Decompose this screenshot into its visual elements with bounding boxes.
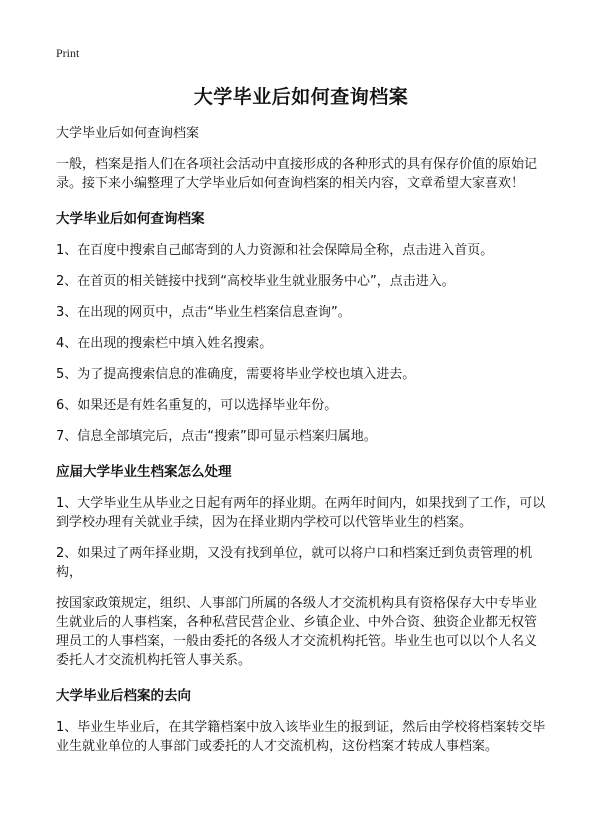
step-item: 6、如果还是有姓名重复的，可以选择毕业年份。	[56, 398, 338, 413]
section-heading-handling: 应届大学毕业生档案怎么处理	[56, 464, 232, 480]
step-item: 7、信息全部填完后，点击“搜索”即可显示档案归属地。	[56, 429, 377, 444]
step-item: 5、为了提高搜索信息的准确度，需要将毕业学校也填入进去。	[56, 367, 416, 382]
document-title: 大学毕业后如何查询档案	[193, 86, 409, 108]
intro-paragraph: 一般，档案是指人们在各项社会活动中直接形成的各种形式的具有保存价值的原始记录。接下来小编整理了大学毕业后如何查询档案的相关内容，文章希望大家喜欢！	[56, 157, 538, 191]
print-label: Print	[56, 46, 80, 60]
step-item: 4、在出现的搜索栏中填入姓名搜索。	[56, 336, 273, 351]
body-paragraph: 2、如果过了两年择业期，又没有找到单位，就可以将户口和档案迁到负责管理的机构，	[56, 546, 533, 580]
body-paragraph: 1、大学毕业生从毕业之日起有两年的择业期。在两年时间内，如果找到了工作，可以到学校办理有关就业手续，因为在择业期内学校可以代管毕业生的档案。	[56, 496, 546, 530]
step-item: 3、在出现的网页中，点击“毕业生档案信息查询”。	[56, 305, 351, 320]
body-paragraph: 按国家政策规定，组织、人事部门所属的各级人才交流机构具有资格保存大中专毕业生就业后的人事档案，各种私营民营企业、乡镇企业、中外合资、独资企业都无权管理员工的人事档案，一般由委托的各级人才交流机构托管。毕业生也可以以个人名义委托人才交流机构托管人事关系。	[56, 596, 538, 668]
section-heading-query: 大学毕业后如何查询档案	[56, 211, 205, 227]
step-item: 2、在首页的相关链接中找到“高校毕业生就业服务中心”，点击进入。	[56, 274, 455, 289]
document-subtitle: 大学毕业后如何查询档案	[56, 126, 200, 141]
body-paragraph: 1、毕业生毕业后，在其学籍档案中放入该毕业生的报到证，然后由学校将档案转交毕业生就业单位的人事部门或委托的人才交流机构，这份档案才转成人事档案。	[56, 720, 546, 754]
section-heading-destination: 大学毕业后档案的去向	[56, 688, 191, 704]
step-item: 1、在百度中搜索自己邮寄到的人力资源和社会保障局全称，点击进入首页。	[56, 243, 494, 258]
